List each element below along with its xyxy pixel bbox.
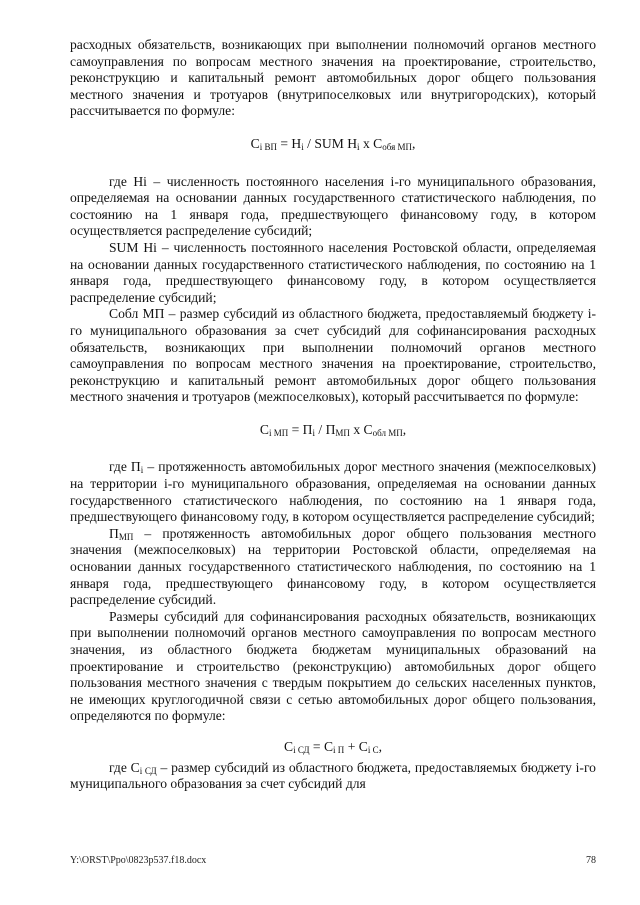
footer-file-path: Y:\ORST\Ppo\0823p537.f18.docx (70, 855, 207, 866)
formula-ci-mp: $C_{i МП} = П_i / П_{МП}$ х $C_{обл МП}$, (259, 421, 407, 438)
paragraph-hi-definition: где Hi – численность постоянного населения i-го муниципального образования, определяемая на основании данных государственного статистического наблюдения, по состоянию на 1 января года, предшествующего финансовому году, в котором осуществляется распределение субсидий; (70, 173, 596, 239)
footer-page-number: 78 (586, 855, 596, 866)
paragraph-sobl-mp-definition: Собл МП – размер субсидий из областного бюджета, предоставляемый бюджету i-го муниципального образования за счет субсидий для софинансирования расходных обязательств, возникающих при выполнении полномочий органов местного самоуправления по вопросам местного значения на проектирование, строительство, реконструкцию и капитальный ремонт автомобильных дорог общего пользования местного значения и тротуаров (межпоселковых), который рассчитывается по формуле: (70, 306, 596, 405)
document-body (70, 37, 596, 793)
paragraph-pi-definition: где $П_i$ – протяженность автомобильных дорог местного значения (межпоселковых) на территории i-го муниципального образования, определяемая на основании данных государственного статистического наблюдения, по состоянию на 1 января года, предшествующего финансовому году, в котором осуществляется распределение субсидий; (70, 459, 596, 525)
paragraph-pmp-definition: $П_{МП}$ – протяженность автомобильных дорог общего пользования местного значения (межпоселковых) на территории Ростовской области, определяемая на основании данных государственного статистического наблюдения, по состоянию на 1 января года, предшествующего финансовому году, в котором осуществляется распределение субсидий. (70, 525, 596, 608)
paragraph-ci-sd-definition: где $C_{i СД}$ – размер субсидий из областного бюджета, предоставляемых бюджету i-го муниципального образования за счет субсидий для (70, 759, 596, 792)
paragraph-subsidy-sizes: Размеры субсидий для софинансирования расходных обязательств, возникающих при выполнении полномочий органов местного самоуправления по вопросам местного значения, из областного бюджета бюджетам муниципальных образований на проектирование и строительство (реконструкцию) автомобильных дорог общего пользования местного значения с твердым покрытием до сельских населенных пунктов, не имеющих круглогодичной связи с сетью автомобильных дорог общего пользования, определяются по формуле: (70, 608, 596, 724)
formula-ci-vp: $C_{i ВП} = H_i$ / SUM $H_i$ х $C_{обя МП}$, (250, 135, 416, 152)
formula-ci-sd: $C_{i СД} = C_{i П} + C_{i С}$, (283, 738, 382, 755)
paragraph-sum-hi-definition: SUM Hi – численность постоянного населения Ростовской области, определяемая на основании данных государственного статистического наблюдения, по состоянию на 1 января года, предшествующего финансовому году, в котором осуществляется распределение субсидий; (70, 239, 596, 305)
paragraph-intro: расходных обязательств, возникающих при выполнении полномочий органов местного самоуправления по вопросам местного значения на проектирование, строительство, реконструкцию и капитальный ремонт автомобильных дорог общего пользования местного значения и тротуаров (внутрипоселковых или внутригородских), который рассчитывается по формуле: (70, 37, 596, 119)
